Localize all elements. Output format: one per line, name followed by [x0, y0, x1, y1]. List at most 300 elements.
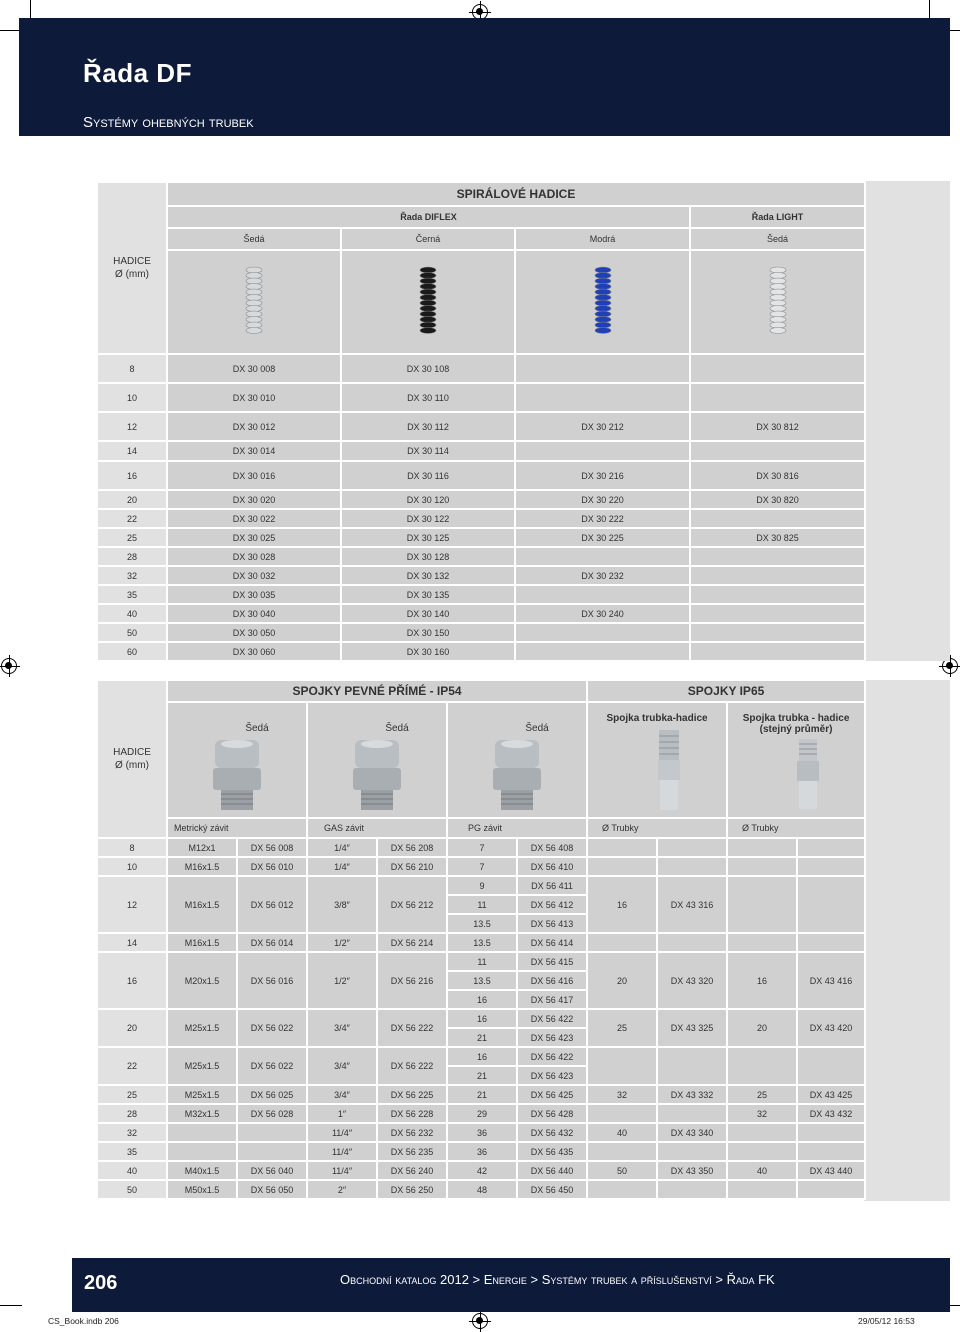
coupling-product-code: DX 43 320	[657, 952, 727, 1009]
hose-coil	[420, 278, 436, 284]
hose-product-code: DX 30 222	[515, 509, 690, 528]
coupling-product-code: DX 43 325	[657, 1009, 727, 1047]
tube-diameter	[727, 1047, 797, 1085]
hose-color-label: Černá	[341, 228, 515, 250]
fitting-hose-diameter: 40	[97, 1161, 167, 1180]
fittings-table-row	[97, 1009, 865, 1028]
pg-thread: 36	[447, 1142, 517, 1161]
tube-diameter	[727, 933, 797, 952]
row-header-unit: Ø (mm)	[115, 269, 149, 280]
pg-product-code: DX 56 425	[517, 1085, 587, 1104]
gas-product-code: DX 56 222	[377, 1047, 447, 1085]
hose-product-code: DX 30 014	[167, 441, 341, 461]
tube-diameter	[727, 1180, 797, 1199]
fitting-image-cell	[307, 702, 447, 818]
hose-product-code: DX 30 016	[167, 461, 341, 490]
pg-product-code: DX 56 432	[517, 1123, 587, 1142]
metric-thread	[167, 1123, 237, 1142]
page-number: 206	[84, 1272, 118, 1294]
hose-product-code	[690, 547, 865, 566]
gas-product-code: DX 56 250	[377, 1180, 447, 1199]
spiral-hose-icon	[592, 266, 614, 336]
pg-product-code: DX 56 450	[517, 1180, 587, 1199]
pg-product-code: DX 56 416	[517, 971, 587, 990]
pg-product-code: DX 56 410	[517, 857, 587, 876]
print-slug-left: CS_Book.indb 206	[48, 1316, 119, 1326]
hose-product-code: DX 30 216	[515, 461, 690, 490]
thread-label: Metrický závit	[167, 818, 307, 838]
metric-product-code: DX 56 008	[237, 838, 307, 857]
gas-thread: 3/8″	[307, 876, 377, 933]
gas-thread: 1/4″	[307, 838, 377, 857]
hose-coil	[420, 322, 436, 328]
hose-product-code: DX 30 160	[341, 642, 515, 661]
hose-product-code	[690, 604, 865, 623]
hose-diameter: 35	[97, 585, 167, 604]
hose-diameter: 22	[97, 509, 167, 528]
hose-product-code	[690, 441, 865, 461]
hose-image-cell	[690, 250, 865, 354]
pg-product-code: DX 56 408	[517, 838, 587, 857]
hose-product-code: DX 30 025	[167, 528, 341, 547]
hose-coil	[246, 328, 262, 334]
hose-coil	[770, 311, 786, 317]
pg-product-code: DX 56 414	[517, 933, 587, 952]
hose-product-code: DX 30 032	[167, 566, 341, 585]
hose-product-code: DX 30 022	[167, 509, 341, 528]
hose-table-row	[97, 623, 865, 642]
hose-coil	[420, 267, 436, 273]
hose-product-code	[515, 642, 690, 661]
hose-coil	[770, 295, 786, 301]
hose-color-label: Šedá	[690, 228, 865, 250]
pg-product-code: DX 56 411	[517, 876, 587, 895]
coupling-product-code	[797, 1142, 865, 1161]
hose-coil	[246, 278, 262, 284]
hose-diameter: 32	[97, 566, 167, 585]
fitting-hose-diameter: 12	[97, 876, 167, 933]
hose-coil	[420, 311, 436, 317]
gas-product-code: DX 56 208	[377, 838, 447, 857]
fitting-image-cell	[447, 702, 587, 818]
metric-product-code: DX 56 025	[237, 1085, 307, 1104]
hose-product-code	[690, 623, 865, 642]
thread-label: Ø Trubky	[727, 818, 865, 838]
metric-product-code: DX 56 012	[237, 876, 307, 933]
hose-table-side-band	[864, 181, 950, 661]
metric-thread: M40x1.5	[167, 1161, 237, 1180]
hose-coil	[770, 273, 786, 279]
hose-heading: SPIRÁLOVÉ HADICE	[167, 182, 865, 206]
pg-thread: 21	[447, 1066, 517, 1085]
crop-mark	[0, 1305, 22, 1306]
hose-table-row	[97, 585, 865, 604]
fitting-color-label: Šedá	[385, 723, 409, 734]
fitting-hose-diameter: 32	[97, 1123, 167, 1142]
gas-product-code: DX 56 212	[377, 876, 447, 933]
tube-diameter: 16	[587, 876, 657, 933]
registration-mark-icon	[1, 658, 17, 674]
hose-diameter: 16	[97, 461, 167, 490]
registration-mark-icon	[472, 1313, 488, 1329]
gas-thread: 1/2″	[307, 933, 377, 952]
hose-product-code: DX 30 110	[341, 383, 515, 412]
fitting-color-label: Šedá	[245, 723, 269, 734]
tube-diameter: 40	[727, 1161, 797, 1180]
hose-table-row	[97, 566, 865, 585]
hose-coil	[246, 273, 262, 279]
hose-diameter: 25	[97, 528, 167, 547]
fittings-table-row	[97, 1104, 865, 1123]
gas-product-code: DX 56 228	[377, 1104, 447, 1123]
hose-coil	[246, 300, 262, 306]
hose-product-code: DX 30 028	[167, 547, 341, 566]
fittings-table-row	[97, 857, 865, 876]
hose-table-row	[97, 528, 865, 547]
metric-product-code: DX 56 022	[237, 1047, 307, 1085]
coupling-product-code	[657, 933, 727, 952]
ip65-label: Spojka trubka - hadice	[742, 713, 850, 724]
hose-product-code: DX 30 114	[341, 441, 515, 461]
fittings-table-row	[97, 876, 865, 895]
hose-coil	[246, 306, 262, 312]
pg-product-code: DX 56 440	[517, 1161, 587, 1180]
pg-thread: 16	[447, 1009, 517, 1028]
hose-coil	[246, 284, 262, 290]
tube-diameter	[587, 1104, 657, 1123]
hose-product-code: DX 30 010	[167, 383, 341, 412]
hose-product-code: DX 30 120	[341, 490, 515, 509]
group-diflex: Řada DIFLEX	[167, 206, 690, 228]
hose-product-code	[515, 383, 690, 412]
fitting-hose-diameter: 35	[97, 1142, 167, 1161]
hose-coil	[595, 267, 611, 273]
coupling-product-code: DX 43 350	[657, 1161, 727, 1180]
hose-coil	[770, 284, 786, 290]
tube-diameter	[727, 1142, 797, 1161]
metric-product-code: DX 56 028	[237, 1104, 307, 1123]
gas-thread: 3/4″	[307, 1085, 377, 1104]
fitting-hose-diameter: 22	[97, 1047, 167, 1085]
gas-product-code: DX 56 235	[377, 1142, 447, 1161]
metric-product-code	[237, 1142, 307, 1161]
hose-product-code	[690, 642, 865, 661]
hose-coil	[246, 267, 262, 273]
hose-table-row	[97, 642, 865, 661]
gas-thread: 2″	[307, 1180, 377, 1199]
tube-diameter	[587, 1180, 657, 1199]
pg-thread: 13.5	[447, 914, 517, 933]
coupling-product-code	[797, 838, 865, 857]
hose-coil	[420, 300, 436, 306]
hose-product-code: DX 30 008	[167, 354, 341, 383]
hose-image-cell	[167, 250, 341, 354]
gas-thread: 11/4″	[307, 1161, 377, 1180]
pg-thread: 42	[447, 1161, 517, 1180]
hose-table-row	[97, 461, 865, 490]
pg-product-code: DX 56 422	[517, 1009, 587, 1028]
straight-fitting-icon	[207, 738, 267, 814]
fitting-hose-diameter: 25	[97, 1085, 167, 1104]
hose-coil	[246, 289, 262, 295]
hose-coil	[595, 289, 611, 295]
fitting-image-cell	[167, 702, 307, 818]
pg-thread: 21	[447, 1028, 517, 1047]
hose-product-code: DX 30 108	[341, 354, 515, 383]
tube-diameter	[587, 1142, 657, 1161]
metric-thread: M25x1.5	[167, 1009, 237, 1047]
hose-coil	[246, 317, 262, 323]
tube-diameter: 20	[587, 952, 657, 1009]
hose-image-cell	[515, 250, 690, 354]
hose-table-row	[97, 441, 865, 461]
metric-thread: M12x1	[167, 838, 237, 857]
hose-product-code: DX 30 040	[167, 604, 341, 623]
fitting-hose-diameter: 14	[97, 933, 167, 952]
metric-thread	[167, 1142, 237, 1161]
row-header-unit: Ø (mm)	[115, 760, 149, 771]
pg-thread: 16	[447, 1047, 517, 1066]
tube-diameter	[727, 1123, 797, 1142]
straight-fitting-icon	[347, 738, 407, 814]
ip54-heading: SPOJKY PEVNÉ PŘÍMÉ - IP54	[167, 680, 587, 702]
hose-product-code	[690, 509, 865, 528]
pg-product-code: DX 56 423	[517, 1066, 587, 1085]
hose-image-cell	[341, 250, 515, 354]
hose-table-row	[97, 412, 865, 441]
pg-thread: 16	[447, 990, 517, 1009]
hose-table	[96, 181, 866, 662]
hose-diameter: 20	[97, 490, 167, 509]
metric-thread: M16x1.5	[167, 857, 237, 876]
coupling-product-code	[797, 857, 865, 876]
fittings-table-row	[97, 1047, 865, 1066]
metric-product-code: DX 56 050	[237, 1180, 307, 1199]
gas-thread: 1/4″	[307, 857, 377, 876]
hose-product-code	[515, 547, 690, 566]
hose-product-code	[690, 566, 865, 585]
hose-row-header	[97, 182, 167, 354]
coupling-product-code	[657, 1142, 727, 1161]
fitting-hose-diameter: 10	[97, 857, 167, 876]
hose-coil	[770, 267, 786, 273]
pg-product-code: DX 56 417	[517, 990, 587, 1009]
metric-thread: M16x1.5	[167, 876, 237, 933]
tube-hose-coupling-icon	[654, 730, 684, 810]
hose-coil	[770, 300, 786, 306]
hose-product-code: DX 30 050	[167, 623, 341, 642]
hose-diameter: 14	[97, 441, 167, 461]
fitting-hose-diameter: 16	[97, 952, 167, 1009]
spiral-hose-icon	[243, 266, 265, 336]
hose-table-row	[97, 604, 865, 623]
pg-product-code: DX 56 423	[517, 1028, 587, 1047]
page-header	[19, 18, 950, 136]
pg-thread: 11	[447, 895, 517, 914]
tube-diameter: 32	[587, 1085, 657, 1104]
hose-coil	[420, 295, 436, 301]
pg-thread: 29	[447, 1104, 517, 1123]
coupling-product-code	[797, 1180, 865, 1199]
hose-table-row	[97, 490, 865, 509]
metric-thread: M20x1.5	[167, 952, 237, 1009]
coupling-product-code	[657, 838, 727, 857]
pg-thread: 7	[447, 838, 517, 857]
gas-product-code: DX 56 232	[377, 1123, 447, 1142]
hose-coil	[595, 284, 611, 290]
metric-thread: M32x1.5	[167, 1104, 237, 1123]
hose-product-code: DX 30 232	[515, 566, 690, 585]
page-title: Řada DF	[83, 58, 192, 88]
tube-hose-coupling-icon	[793, 739, 823, 809]
tube-diameter	[587, 838, 657, 857]
hose-product-code	[690, 585, 865, 604]
fittings-table-row	[97, 1085, 865, 1104]
hose-table-row	[97, 383, 865, 412]
print-slug-right: 29/05/12 16:53	[858, 1316, 915, 1326]
row-header-label: HADICE	[113, 747, 151, 758]
hose-product-code: DX 30 150	[341, 623, 515, 642]
hose-product-code: DX 30 122	[341, 509, 515, 528]
coupling-product-code	[797, 1123, 865, 1142]
fitting-hose-diameter: 28	[97, 1104, 167, 1123]
thread-label: GAS závit	[307, 818, 447, 838]
hose-diameter: 12	[97, 412, 167, 441]
pg-product-code: DX 56 435	[517, 1142, 587, 1161]
hose-product-code: DX 30 220	[515, 490, 690, 509]
fittings-table-row	[97, 838, 865, 857]
ip65-label: Spojka trubka-hadice	[606, 713, 708, 724]
pg-thread: 36	[447, 1123, 517, 1142]
coupling-product-code	[797, 876, 865, 933]
hose-coil	[770, 278, 786, 284]
coupling-product-code	[657, 1047, 727, 1085]
fittings-table	[96, 679, 866, 1200]
hose-product-code: DX 30 816	[690, 461, 865, 490]
hose-product-code: DX 30 112	[341, 412, 515, 441]
pg-thread: 21	[447, 1085, 517, 1104]
tube-diameter: 32	[727, 1104, 797, 1123]
gas-thread: 11/4″	[307, 1123, 377, 1142]
hose-product-code	[515, 623, 690, 642]
fitting-hose-diameter: 20	[97, 1009, 167, 1047]
straight-fitting-icon	[487, 738, 547, 814]
spiral-hose-icon	[767, 266, 789, 336]
coupling-product-code: DX 43 340	[657, 1123, 727, 1142]
coupling-product-code: DX 43 432	[797, 1104, 865, 1123]
coupling-product-code: DX 43 332	[657, 1085, 727, 1104]
hose-product-code: DX 30 212	[515, 412, 690, 441]
metric-product-code: DX 56 014	[237, 933, 307, 952]
hose-coil	[770, 328, 786, 334]
fittings-table-row	[97, 1123, 865, 1142]
hose-table-row	[97, 509, 865, 528]
tube-diameter	[727, 838, 797, 857]
hose-coil	[595, 311, 611, 317]
coupling-product-code	[797, 1047, 865, 1085]
breadcrumb: Obchodní katalog 2012 > Energie > Systémy trubek a příslušenství > Řada FK	[340, 1272, 775, 1287]
hose-coil	[420, 273, 436, 279]
gas-product-code: DX 56 210	[377, 857, 447, 876]
coupling-product-code	[657, 857, 727, 876]
pg-thread: 13.5	[447, 971, 517, 990]
gas-product-code: DX 56 240	[377, 1161, 447, 1180]
hose-coil	[420, 284, 436, 290]
coupling-product-code	[797, 933, 865, 952]
pg-product-code: DX 56 412	[517, 895, 587, 914]
fittings-row-header	[97, 680, 167, 838]
hose-product-code: DX 30 820	[690, 490, 865, 509]
hose-product-code	[515, 354, 690, 383]
tube-diameter	[727, 857, 797, 876]
hose-coil	[420, 289, 436, 295]
tube-diameter: 16	[727, 952, 797, 1009]
fittings-table-row	[97, 1161, 865, 1180]
hose-diameter: 28	[97, 547, 167, 566]
hose-product-code: DX 30 060	[167, 642, 341, 661]
pg-thread: 11	[447, 952, 517, 971]
metric-thread: M25x1.5	[167, 1047, 237, 1085]
hose-coil	[770, 322, 786, 328]
hose-product-code: DX 30 012	[167, 412, 341, 441]
tube-diameter: 20	[727, 1009, 797, 1047]
coupling-product-code: DX 43 440	[797, 1161, 865, 1180]
tube-diameter: 50	[587, 1161, 657, 1180]
hose-diameter: 8	[97, 354, 167, 383]
coupling-product-code: DX 43 316	[657, 876, 727, 933]
gas-product-code: DX 56 225	[377, 1085, 447, 1104]
hose-coil	[770, 306, 786, 312]
fittings-table-row	[97, 952, 865, 971]
page-footer	[72, 1258, 950, 1312]
hose-product-code: DX 30 812	[690, 412, 865, 441]
pg-product-code: DX 56 428	[517, 1104, 587, 1123]
metric-product-code: DX 56 022	[237, 1009, 307, 1047]
hose-coil	[595, 300, 611, 306]
hose-coil	[246, 322, 262, 328]
fitting-image-cell	[587, 702, 727, 818]
coupling-product-code: DX 43 416	[797, 952, 865, 1009]
pg-product-code: DX 56 413	[517, 914, 587, 933]
hose-table-row	[97, 547, 865, 566]
tube-diameter: 40	[587, 1123, 657, 1142]
pg-product-code: DX 56 422	[517, 1047, 587, 1066]
tube-diameter	[587, 857, 657, 876]
metric-product-code: DX 56 010	[237, 857, 307, 876]
coupling-product-code	[657, 1180, 727, 1199]
pg-thread: 13.5	[447, 933, 517, 952]
fitting-hose-diameter: 50	[97, 1180, 167, 1199]
thread-label: Ø Trubky	[587, 818, 727, 838]
fitting-hose-diameter: 8	[97, 838, 167, 857]
tube-diameter	[587, 933, 657, 952]
hose-coil	[420, 317, 436, 323]
hose-diameter: 40	[97, 604, 167, 623]
fittings-table-side-band	[864, 680, 950, 1201]
hose-color-label: Šedá	[167, 228, 341, 250]
hose-product-code: DX 30 240	[515, 604, 690, 623]
hose-product-code: DX 30 135	[341, 585, 515, 604]
hose-coil	[595, 295, 611, 301]
hose-coil	[595, 278, 611, 284]
coupling-product-code: DX 43 425	[797, 1085, 865, 1104]
hose-diameter: 10	[97, 383, 167, 412]
hose-product-code: DX 30 125	[341, 528, 515, 547]
gas-thread: 1″	[307, 1104, 377, 1123]
hose-product-code	[690, 383, 865, 412]
hose-coil	[246, 295, 262, 301]
metric-product-code	[237, 1123, 307, 1142]
